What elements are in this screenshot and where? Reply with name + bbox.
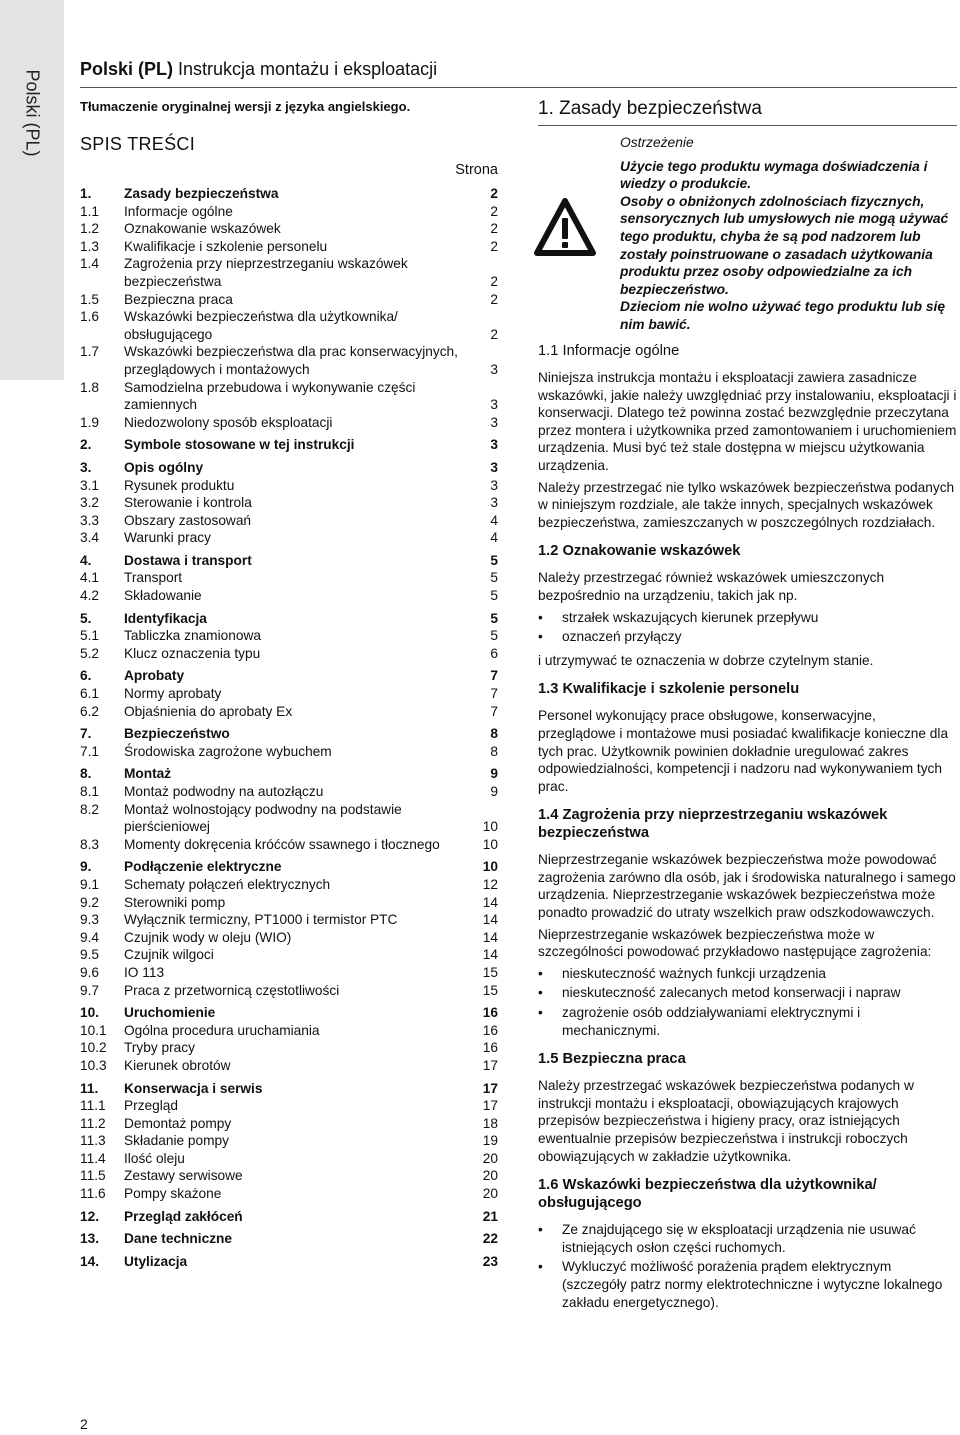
toc-entry-title: Transport xyxy=(124,570,183,586)
toc-row xyxy=(80,929,498,947)
toc-entry-page: 17 xyxy=(482,1098,498,1114)
toc-chapter-row xyxy=(80,1230,498,1248)
toc-entry-number: 2. xyxy=(80,437,92,453)
toc-entry-page: 10 xyxy=(482,859,498,875)
toc-row xyxy=(80,836,498,854)
toc-entry-title: Tryby pracy xyxy=(124,1040,195,1056)
paragraph: Należy przestrzegać nie tylko wskazówek bezpieczeństwa podanych w niniejszym rozdziale, ale także innych, specjalnych wskazówek bezpieczeństwa, zamieszczanych w poszczególnych rozdziałach. xyxy=(538,479,955,530)
document-header xyxy=(80,59,437,80)
toc-entry-number: 3.3 xyxy=(80,512,100,528)
toc-entry-title: Opis ogólny xyxy=(124,459,204,475)
toc-entry-number: 1.3 xyxy=(80,238,100,254)
toc-entry-page: 9 xyxy=(490,766,498,782)
toc-entry-page: 20 xyxy=(482,1168,498,1184)
list-item: • strzałek wskazujących kierunek przepływu xyxy=(538,609,957,627)
toc-entry-title: Składanie pompy xyxy=(124,1133,230,1149)
paragraph: Należy przestrzegać również wskazówek umieszczonych bezpośrednio na urządzeniu, takich jak np. xyxy=(538,570,885,603)
toc-entry-number: 5.1 xyxy=(80,628,100,644)
toc-entry-number: 11.1 xyxy=(80,1098,106,1114)
toc-entry-page: 6 xyxy=(490,645,498,661)
toc-row xyxy=(80,379,498,414)
paragraph: Nieprzestrzeganie wskazówek bezpieczeństwa może powodować zagrożenia zarówno dla osób, jak i środowiska naturalnego i samego urządzenia. Nieprzestrzeganie wskazówek bezpieczeństwa może ponadto prowadzić do utraty wszelkich praw odszkodowawczych. xyxy=(538,852,956,921)
page-number: 2 xyxy=(80,1416,88,1432)
list-item: • zagrożenie osób oddziaływaniami elektrycznymi i mechanicznymi. xyxy=(538,1004,957,1039)
toc-entry-number: 1.6 xyxy=(80,309,100,325)
toc-entry-page: 10 xyxy=(482,819,498,835)
toc-entry-page: 5 xyxy=(490,628,498,644)
subsection-heading: 1.4 Zagrożenia przy nieprzestrzeganiu wskazówek bezpieczeństwa xyxy=(538,807,888,842)
toc-entry-title: Czujnik wilgoci xyxy=(124,947,214,963)
bullet-list xyxy=(538,965,957,1039)
toc-entry-page: 10 xyxy=(482,836,498,852)
toc-row xyxy=(80,477,498,495)
toc-row xyxy=(80,529,498,547)
subsection-heading: 1.1 Informacje ogólne xyxy=(538,343,680,359)
toc-row xyxy=(80,203,498,221)
toc-entry-title: Zestawy serwisowe xyxy=(124,1168,243,1184)
toc-entry-title: Montaż podwodny na autozłączu xyxy=(124,784,324,799)
toc-entry-number: 14. xyxy=(80,1253,100,1269)
paragraph: Niniejsza instrukcja montażu i eksploatacji zawiera zasadnicze wskazówki, jakie należy uwzględniać przy instalowaniu, eksploatacji i konserwacji. Dlatego też powinna zostać bezwzględnie przeczytana przez montera i użytkownika przed zamontowaniem i uruchomieniem urządzenia. Musi być też stale dostępna w miejscu użytkowania urządzenia. xyxy=(538,370,957,473)
toc-entry-number: 11.6 xyxy=(80,1186,106,1202)
warning-text: Osoby o obniżonych zdolnościach fizycznych, sensorycznych lub umysłowych nie mogą używać tego produktu, chyba że są pod nadzorem lub zostały poinstruowane o zasadach użytkowania produktu przez osoby odpowiedzialne za ich bezpieczeństwo. xyxy=(620,193,949,297)
toc-entry-title: Składowanie xyxy=(124,588,202,604)
toc-entry-number: 9.3 xyxy=(80,912,100,928)
paragraph: Należy przestrzegać wskazówek bezpieczeństwa podanych w instrukcji montażu i eksploatacji, obowiązujących krajowych przepisów bezpieczeństwa i higieny pracy, oraz istniejących ewentualnie przepisów bezpieczeństwa i instrukcji roboczych obowiązujących w zakładzie użytkownika. xyxy=(538,1078,914,1164)
toc-entry-title: Symbole stosowane w tej instrukcji xyxy=(124,437,355,453)
toc-row xyxy=(80,1115,498,1133)
toc-entry-page: 21 xyxy=(482,1208,498,1224)
toc-entry-page: 2 xyxy=(490,203,498,219)
toc-row xyxy=(80,1097,498,1115)
toc-row xyxy=(80,743,498,761)
toc-entry-page: 14 xyxy=(482,912,498,928)
toc-chapter-row xyxy=(80,1080,498,1098)
toc-entry-number: 3.2 xyxy=(80,495,100,511)
toc-entry-title: Wyłącznik termiczny, PT1000 i termistor PTC xyxy=(124,912,398,928)
toc-row xyxy=(80,964,498,982)
toc-entry-title: Pompy skażone xyxy=(124,1186,222,1202)
toc-entry-number: 8.2 xyxy=(80,801,100,817)
toc-row xyxy=(80,946,498,964)
toc-entry-title: Przegląd xyxy=(124,1098,179,1114)
toc-row xyxy=(80,1185,498,1203)
toc-entry-number: 10.2 xyxy=(80,1040,107,1056)
side-tab-label: Polski (PL) xyxy=(22,69,43,157)
toc-entry-number: 3.4 xyxy=(80,530,100,546)
toc-entry-number: 11.5 xyxy=(80,1168,106,1184)
toc-entry-number: 1.7 xyxy=(80,344,100,360)
toc-entry-page: 2 xyxy=(490,221,498,237)
toc-entry-number: 9.1 xyxy=(80,876,100,892)
toc-entry-page: 3 xyxy=(490,477,498,493)
toc-entry-title: Objaśnienia do aprobaty Ex xyxy=(124,703,293,719)
list-item: • nieskuteczność ważnych funkcji urządzenia xyxy=(538,965,957,983)
toc-entry-title: Wskazówki bezpieczeństwa dla prac konserwacyjnych, przeglądowych i montażowych xyxy=(124,344,458,377)
toc-entry-title: Identyfikacja xyxy=(124,610,207,626)
toc-page-label: Strona xyxy=(455,162,498,178)
toc-row xyxy=(80,685,498,703)
toc-entry-page: 22 xyxy=(482,1231,498,1247)
toc-entry-title: Ilość oleju xyxy=(124,1150,185,1166)
toc-entry-number: 5. xyxy=(80,610,92,626)
toc-entry-number: 9.6 xyxy=(80,964,100,980)
toc-entry-number: 3. xyxy=(80,459,92,475)
table-of-contents xyxy=(80,180,498,1270)
toc-row xyxy=(80,343,498,378)
toc-entry-number: 8.1 xyxy=(80,784,100,799)
toc-entry-number: 13. xyxy=(80,1231,100,1247)
toc-row xyxy=(80,645,498,663)
toc-entry-number: 5.2 xyxy=(80,645,100,661)
toc-entry-page: 3 xyxy=(490,414,498,430)
toc-row xyxy=(80,1057,498,1075)
list-item: • Wykluczyć możliwość porażenia prądem elektrycznym (szczegóły patrz normy elektrotechniczne i wytyczne lokalnego zakładu energetycznego). xyxy=(538,1258,957,1311)
toc-entry-title: Normy aprobaty xyxy=(124,686,222,702)
toc-row xyxy=(80,911,498,929)
toc-entry-number: 9.7 xyxy=(80,982,100,998)
toc-entry-title: Demontaż pompy xyxy=(124,1115,232,1131)
toc-entry-number: 12. xyxy=(80,1208,100,1224)
toc-entry-title: Obszary zastosowań xyxy=(124,512,252,528)
toc-entry-page: 7 xyxy=(490,703,498,719)
toc-entry-page: 7 xyxy=(490,686,498,702)
header-divider xyxy=(80,87,957,88)
toc-entry-title: Praca z przetwornicą częstotliwości xyxy=(124,982,340,998)
toc-entry-number: 1.5 xyxy=(80,291,100,307)
toc-chapter-row xyxy=(80,552,498,570)
toc-entry-number: 6.1 xyxy=(80,686,100,702)
toc-entry-page: 5 xyxy=(490,588,498,604)
toc-entry-page: 15 xyxy=(482,964,498,980)
toc-entry-number: 4.2 xyxy=(80,588,100,604)
toc-entry-page: 23 xyxy=(482,1253,498,1269)
toc-entry-number: 7. xyxy=(80,726,92,742)
toc-entry-number: 1. xyxy=(80,186,92,201)
subsection-heading: 1.6 Wskazówki bezpieczeństwa dla użytkownika/ obsługującego xyxy=(538,1177,877,1212)
toc-entry-title: Kwalifikacje i szkolenie personelu xyxy=(124,238,328,254)
toc-entry-title: Montaż xyxy=(124,766,172,782)
toc-entry-number: 9.4 xyxy=(80,929,100,945)
toc-entry-page: 9 xyxy=(490,784,498,799)
toc-entry-number: 9.2 xyxy=(80,894,100,910)
toc-entry-page: 2 xyxy=(490,326,498,342)
toc-chapter-row xyxy=(80,459,498,477)
toc-entry-title: Wskazówki bezpieczeństwa dla użytkownika/ obsługującego xyxy=(124,309,398,342)
toc-entry-page: 15 xyxy=(482,982,498,998)
toc-entry-page: 8 xyxy=(490,743,498,759)
toc-entry-page: 3 xyxy=(490,361,498,377)
toc-entry-number: 10.1 xyxy=(80,1022,107,1038)
toc-entry-page: 5 xyxy=(490,570,498,586)
toc-entry-title: Bezpieczna praca xyxy=(124,291,233,307)
toc-entry-page: 2 xyxy=(490,186,498,201)
toc-chapter-row xyxy=(80,1253,498,1271)
list-item: • nieskuteczność zalecanych metod konserwacji i napraw xyxy=(538,984,957,1002)
bullet-list xyxy=(538,1221,957,1311)
toc-entry-number: 1.8 xyxy=(80,379,100,395)
toc-entry-number: 4.1 xyxy=(80,570,100,586)
subsection-heading: 1.3 Kwalifikacje i szkolenie personelu xyxy=(538,681,800,698)
toc-entry-title: Utylizacja xyxy=(124,1253,188,1269)
toc-entry-title: Zagrożenia przy nieprzestrzeganiu wskazówek bezpieczeństwa xyxy=(124,256,408,289)
toc-chapter-row xyxy=(80,610,498,628)
toc-row xyxy=(80,308,498,343)
subsection-heading: 1.2 Oznakowanie wskazówek xyxy=(538,543,741,560)
toc-entry-page: 16 xyxy=(482,1005,498,1021)
toc-entry-page: 8 xyxy=(490,726,498,742)
toc-entry-number: 1.1 xyxy=(80,203,100,219)
toc-entry-title: Aprobaty xyxy=(124,668,185,684)
toc-entry-page: 12 xyxy=(482,876,498,892)
paragraph: i utrzymywać te oznaczenia w dobrze czytelnym stanie. xyxy=(538,652,874,668)
toc-entry-page: 14 xyxy=(482,894,498,910)
toc-row xyxy=(80,982,498,1000)
toc-entry-page: 5 xyxy=(490,610,498,626)
toc-row xyxy=(80,894,498,912)
toc-entry-page: 7 xyxy=(490,668,498,684)
list-item: • oznaczeń przyłączy xyxy=(538,628,957,646)
toc-entry-page: 14 xyxy=(482,929,498,945)
toc-entry-number: 3.1 xyxy=(80,477,100,493)
toc-row xyxy=(80,414,498,432)
toc-entry-number: 1.9 xyxy=(80,414,100,430)
toc-chapter-row xyxy=(80,1208,498,1226)
toc-entry-title: Sterowniki pomp xyxy=(124,894,226,910)
toc-entry-title: Konserwacja i serwis xyxy=(124,1080,263,1096)
warning-triangle-icon xyxy=(534,198,596,256)
toc-entry-title: Ogólna procedura uruchamiania xyxy=(124,1022,320,1038)
toc-entry-number: 11.2 xyxy=(80,1115,106,1131)
toc-entry-number: 10.3 xyxy=(80,1057,107,1073)
toc-entry-title: Klucz oznaczenia typu xyxy=(124,645,261,661)
toc-row xyxy=(80,1132,498,1150)
toc-entry-page: 16 xyxy=(482,1022,498,1038)
toc-entry-title: Niedozwolony sposób eksploatacji xyxy=(124,414,333,430)
toc-entry-page: 17 xyxy=(482,1057,498,1073)
toc-entry-page: 19 xyxy=(482,1133,498,1149)
toc-entry-page: 2 xyxy=(490,291,498,307)
toc-entry-page: 4 xyxy=(490,512,498,528)
toc-entry-number: 8.3 xyxy=(80,836,100,852)
toc-row xyxy=(80,238,498,256)
toc-chapter-row xyxy=(80,858,498,876)
toc-chapter-row xyxy=(80,436,498,454)
toc-entry-number: 4. xyxy=(80,552,92,568)
toc-entry-title: Tabliczka znamionowa xyxy=(124,628,261,644)
section-divider xyxy=(538,125,957,126)
toc-entry-title: Momenty dokręcenia króćców ssawnego i tłocznego xyxy=(124,836,440,852)
toc-row xyxy=(80,587,498,605)
toc-entry-number: 1.4 xyxy=(80,256,100,272)
toc-entry-number: 7.1 xyxy=(80,743,100,759)
toc-chapter-row xyxy=(80,725,498,743)
toc-entry-page: 2 xyxy=(490,273,498,289)
language-side-tab xyxy=(0,0,64,380)
toc-entry-page: 3 xyxy=(490,437,498,453)
toc-entry-title: Kierunek obrotów xyxy=(124,1057,231,1073)
section-heading: 1. Zasady bezpieczeństwa xyxy=(538,98,762,119)
toc-entry-page: 3 xyxy=(490,459,498,475)
toc-entry-number: 9.5 xyxy=(80,947,100,963)
toc-entry-title: Bezpieczeństwo xyxy=(124,726,230,742)
toc-row xyxy=(80,512,498,530)
toc-entry-title: Uruchomienie xyxy=(124,1005,216,1021)
toc-entry-title: Montaż wolnostojący podwodny na podstawie pierścieniowej xyxy=(124,801,402,835)
toc-entry-page: 5 xyxy=(490,552,498,568)
toc-entry-title: Warunki pracy xyxy=(124,530,211,546)
toc-entry-title: Czujnik wody w oleju (WIO) xyxy=(124,929,292,945)
toc-chapter-row xyxy=(80,185,498,203)
toc-entry-number: 6. xyxy=(80,668,92,684)
toc-row xyxy=(80,876,498,894)
toc-entry-title: Samodzielna przebudowa i wykonywanie części zamiennych xyxy=(124,379,416,413)
toc-entry-number: 8. xyxy=(80,766,92,782)
toc-row xyxy=(80,494,498,512)
toc-entry-number: 6.2 xyxy=(80,703,100,719)
paragraph: Personel wykonujący prace obsługowe, konserwacyjne, przeglądowe i montażowe musi posiadać kwalifikacje konieczne dla tych prac. Użytkownik powinien dokładnie uregulować zakres odpowiedzialności, kompetencji i nadzoru nad wykonywaniem tych prac. xyxy=(538,708,949,794)
toc-row xyxy=(80,291,498,309)
toc-entry-title: IO 113 xyxy=(124,964,165,980)
toc-entry-title: Środowiska zagrożone wybuchem xyxy=(124,743,332,759)
toc-entry-title: Informacje ogólne xyxy=(124,203,233,219)
toc-row xyxy=(80,1039,498,1057)
warning-box xyxy=(620,134,957,334)
toc-entry-page: 3 xyxy=(490,397,498,413)
toc-entry-number: 11.3 xyxy=(80,1133,106,1149)
toc-entry-number: 10. xyxy=(80,1005,100,1021)
toc-chapter-row xyxy=(80,765,498,783)
toc-entry-page: 18 xyxy=(482,1115,498,1131)
toc-entry-title: Oznakowanie wskazówek xyxy=(124,221,281,237)
toc-entry-number: 9. xyxy=(80,859,92,875)
toc-row xyxy=(80,569,498,587)
toc-chapter-row xyxy=(80,1004,498,1022)
toc-entry-page: 14 xyxy=(482,947,498,963)
toc-row xyxy=(80,1167,498,1185)
toc-entry-page: 20 xyxy=(482,1150,498,1166)
warning-text: Użycie tego produktu wymaga doświadczenia i wiedzy o produkcie. xyxy=(620,158,928,192)
toc-entry-title: Rysunek produktu xyxy=(124,477,235,493)
toc-row xyxy=(80,220,498,238)
header-language: Polski (PL) xyxy=(80,59,174,79)
bullet-list xyxy=(538,609,957,646)
toc-entry-title: Zasady bezpieczeństwa xyxy=(124,186,279,201)
toc-entry-page: 2 xyxy=(490,238,498,254)
toc-entry-page: 4 xyxy=(490,530,498,546)
warning-label: Ostrzeżenie xyxy=(620,135,694,150)
toc-row xyxy=(80,627,498,645)
toc-entry-title: Podłączenie elektryczne xyxy=(124,859,282,875)
toc-row xyxy=(80,1150,498,1168)
toc-entry-page: 16 xyxy=(482,1040,498,1056)
toc-row xyxy=(80,703,498,721)
header-title: Instrukcja montażu i eksploatacji xyxy=(178,59,438,79)
toc-entry-title: Sterowanie i kontrola xyxy=(124,495,252,511)
list-item: • Ze znajdującego się w eksploatacji urządzenia nie usuwać istniejących osłon części ruchomych. xyxy=(538,1221,957,1256)
paragraph: Nieprzestrzeganie wskazówek bezpieczeństwa może w szczególności powodować przykładowo następujące zagrożenia: xyxy=(538,926,932,960)
toc-row xyxy=(80,1022,498,1040)
toc-entry-title: Dostawa i transport xyxy=(124,552,252,568)
subsection-heading: 1.5 Bezpieczna praca xyxy=(538,1051,686,1068)
toc-heading: SPIS TREŚCI xyxy=(80,134,196,154)
translation-note: Tłumaczenie oryginalnej wersji z języka angielskiego. xyxy=(80,99,411,114)
toc-entry-page: 17 xyxy=(482,1080,498,1096)
toc-row xyxy=(80,783,498,801)
toc-entry-number: 1.2 xyxy=(80,221,100,237)
toc-row xyxy=(80,255,498,290)
toc-entry-page: 20 xyxy=(482,1186,498,1202)
warning-text: Dzieciom nie wolno używać tego produktu lub się nim bawić. xyxy=(620,299,946,332)
toc-chapter-row xyxy=(80,667,498,685)
toc-entry-number: 11. xyxy=(80,1080,99,1096)
toc-entry-page: 3 xyxy=(490,495,498,511)
toc-entry-title: Schematy połączeń elektrycznych xyxy=(124,876,331,892)
toc-entry-number: 11.4 xyxy=(80,1150,106,1166)
toc-entry-title: Przegląd zakłóceń xyxy=(124,1208,243,1224)
toc-row xyxy=(80,801,498,836)
toc-entry-title: Dane techniczne xyxy=(124,1231,233,1247)
section-content xyxy=(538,342,957,1317)
